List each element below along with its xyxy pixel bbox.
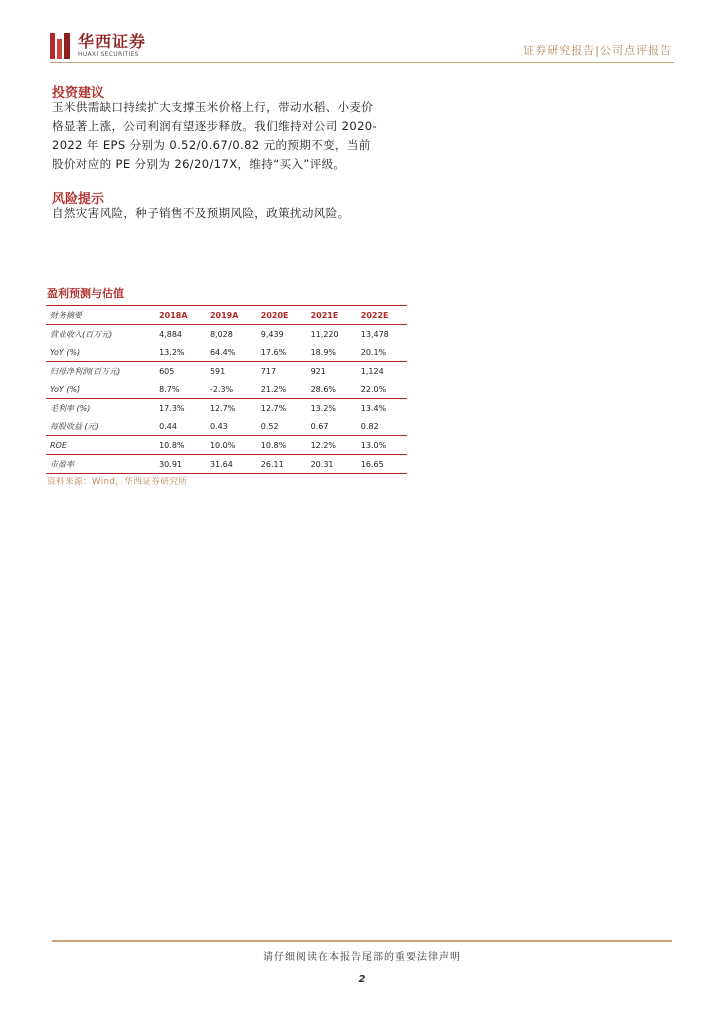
table-header-cell: 2020E (257, 306, 307, 325)
table-cell: 0.43 (209, 421, 228, 431)
invest-text: 玉米供需缺口持续扩大支撑玉米价格上行，带动水稻、小麦价格显著上涨，公司利润有望逐步释放。我们维持对公司 2020-2022 年 EPS 分别为 0.52/0.67/0.82 元的预期不变，当前股价对应的 PE 分别为 26/20/17X，维持“买入”评级。 (52, 100, 378, 171)
forecast-table (46, 305, 407, 474)
table-cell: 13.4% (357, 399, 407, 418)
table-cell: 1,124 (357, 362, 407, 381)
table-cell: 13,478 (360, 329, 389, 339)
table-row (46, 343, 407, 362)
table-cell: 30.91 (155, 455, 206, 474)
table-header-cell: 2019A (206, 306, 257, 325)
table-row (46, 325, 407, 344)
table-cell: 31.64 (206, 455, 257, 474)
table-cell: 717 (257, 362, 307, 381)
table-row (46, 362, 407, 381)
table-cell: 8,028 (209, 329, 233, 339)
legal-notice: 请仔细阅读在本报告尾部的重要法律声明 (263, 952, 461, 963)
table-cell: 17.3% (155, 399, 206, 418)
table-header-row (46, 306, 407, 325)
table-cell: 9,439 (260, 329, 284, 339)
table-cell: 921 (307, 362, 357, 381)
footer-divider (52, 940, 672, 942)
risk-title: 风险提示 (52, 192, 105, 207)
table-cell: 17.6% (260, 347, 287, 357)
table-row (46, 399, 407, 418)
row-label: 每股收益 (元) (50, 421, 99, 431)
header-divider (50, 62, 674, 63)
invest-title: 投资建议 (52, 86, 105, 101)
logo-en: HUAXI SECURITIES (78, 51, 139, 58)
table-cell: 0.52 (260, 421, 279, 431)
table-cell: 20.1% (360, 347, 387, 357)
table-cell: 10.8% (257, 436, 307, 455)
table-cell: 12.7% (257, 399, 307, 418)
table-cell: 64.4% (209, 347, 236, 357)
table-cell: 591 (206, 362, 257, 381)
data-source: 资料来源：Wind，华西证券研究所 (47, 477, 188, 487)
row-label: 归母净利润(百万元) (46, 362, 155, 381)
table-cell: 605 (155, 362, 206, 381)
logo-cn: 华西证券 (78, 32, 147, 51)
row-label: YoY (%) (50, 347, 81, 357)
table-header-cell: 财务摘要 (46, 306, 155, 325)
table-cell: 13.0% (357, 436, 407, 455)
table-cell: -2.3% (209, 384, 234, 394)
table-cell: 28.6% (310, 384, 337, 394)
table-cell: 13.2% (159, 347, 185, 357)
table-cell: 10.8% (155, 436, 206, 455)
table-cell: 0.82 (360, 421, 379, 431)
table-row (46, 417, 407, 436)
table-cell: 12.2% (307, 436, 357, 455)
logo-mark-icon (50, 33, 72, 59)
row-label: 市盈率 (46, 455, 155, 474)
table-cell: 4,884 (159, 329, 182, 339)
table-cell: 0.44 (159, 421, 177, 431)
row-label: YoY (%) (50, 384, 81, 394)
row-label: 毛利率 (%) (46, 399, 155, 418)
risk-text: 自然灾害风险，种子销售不及预期风险，政策扰动风险。 (52, 206, 350, 220)
table-cell: 10.0% (206, 436, 257, 455)
table-header-cell: 2021E (307, 306, 357, 325)
table-cell: 18.9% (310, 347, 337, 357)
row-label: 营业收入(百万元) (50, 329, 113, 339)
table-cell: 12.7% (206, 399, 257, 418)
table-cell: 26.11 (257, 455, 307, 474)
table-cell: 16.65 (357, 455, 407, 474)
table-cell: 0.67 (310, 421, 329, 431)
table-row (46, 455, 407, 474)
company-logo (50, 33, 146, 59)
table-cell: 13.2% (307, 399, 357, 418)
row-label: ROE (46, 436, 155, 455)
table-cell: 11,220 (310, 329, 339, 339)
table-cell: 21.2% (260, 384, 287, 394)
table-row (46, 436, 407, 455)
table-row (46, 380, 407, 399)
table-cell: 20.31 (307, 455, 357, 474)
table-header-cell: 2018A (155, 306, 206, 325)
page-number: 2 (358, 974, 366, 985)
report-type: 证券研究报告|公司点评报告 (523, 44, 672, 57)
table-title: 盈利预测与估值 (47, 287, 124, 300)
table-cell: 22.0% (360, 384, 387, 394)
table-header-cell: 2022E (357, 306, 407, 325)
table-cell: 8.7% (159, 384, 180, 394)
